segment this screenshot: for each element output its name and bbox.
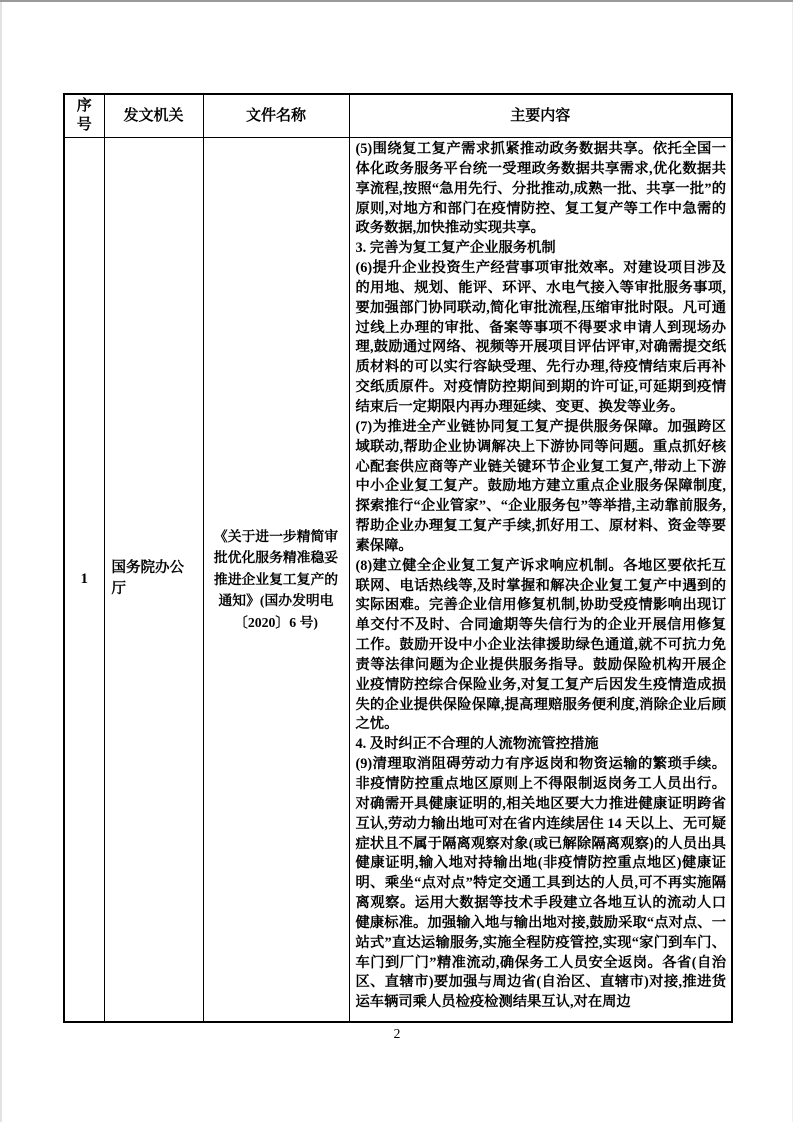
content-paragraph-7: (7)为推进全产业链协同复工复产提供服务保障。加强跨区域联动,帮助企业协调解决上下游协同等问题。重点抓好核心配套供应商等产业链关键环节企业复工复产,带动上下游中小企业复工复产。鼓励地方建立重点企业服务保障制度,探索推行“企业管家”、“企业服务包”等举措,主动靠前服务,帮助企业办理复工复产手续,抓好用工、原材料、资金等要素保障。	[355, 418, 726, 554]
content-paragraph-9: (9)清理取消阻碍劳动力有序返岗和物资运输的繁琐手续。非疫情防控重点地区原则上不得限制返岗务工人员出行。对确需开具健康证明的,相关地区要大力推进健康证明跨省互认,劳动力输出地可对在省内连续居住 14 天以上、无可疑症状且不属于隔离观察对象(或已解除隔离观察)的人员出具健康证明,输入地对持输出地(非疫情防控重点地区)健康证明、乘坐“点对点”特定交通工具到达的人员,可不再实施隔离观察。运用大数据等技术手段建立各地互认的流动人口健康标准。加强输入地与输出地对接,鼓励采取“点对点、一站式”直达运输服务,实施全程防疫管控,实现“家门到车门、车门到厂门”精准流动,确保务工人员安全返岗。各省(自治区、直辖市)要加强与周边省(自治区、直辖市)对接,推进货运车辆司乘人员检疫检测结果互认,对在周边	[355, 756, 726, 1011]
col-header-doc-name: 文件名称	[203, 94, 349, 138]
table-row	[64, 138, 732, 1022]
cell-document-name: 《关于进一步精简审批优化服务精准稳妥推进企业复工复产的通知》(国办发明电〔2020〕6 号)	[203, 138, 349, 1022]
col-header-main-content: 主要内容	[349, 94, 732, 138]
cell-issuing-agency: 国务院办公厅	[104, 138, 203, 1022]
col-header-seq: 序号	[64, 94, 104, 138]
policy-summary-table	[63, 93, 733, 1023]
col-header-agency: 发文机关	[104, 94, 203, 138]
content-paragraph-8: (8)建立健全企业复工复产诉求响应机制。各地区要依托互联网、电话热线等,及时掌握和解决企业复工复产中遇到的实际困难。完善企业信用修复机制,协助受疫情影响出现订单交付不及时、合同逾期等失信行为的企业开展信用修复工作。鼓励开设中小企业法律援助绿色通道,就不可抗力免责等法律问题为企业提供服务指导。鼓励保险机构开展企业疫情防控综合保险业务,对复工复产后因发生疫情造成损失的企业提供保险保障,提高理赔服务便利度,消除企业后顾之忧。	[355, 557, 726, 733]
cell-seq-number: 1	[64, 138, 104, 1022]
table-header-row	[64, 94, 732, 138]
cell-main-content	[349, 138, 732, 1022]
content-paragraph-6: (6)提升企业投资生产经营事项审批效率。对建设项目涉及的用地、规划、能评、环评、水电气接入等审批服务事项,要加强部门协同联动,简化审批流程,压缩审批时限。凡可通过线上办理的审批、备案等事项不得要求申请人到现场办理,鼓励通过网络、视频等开展项目评估评审,对确需提交纸质材料的可以实行容缺受理、先行办理,待疫情结束后再补交纸质原件。对疫情防控期间到期的许可证,可延期到疫情结束后一定期限内再办理延续、变更、换发等业务。	[355, 260, 726, 415]
content-section-heading-3: 3. 完善为复工复产企业服务机制	[355, 240, 556, 257]
page-number: 2	[393, 1026, 401, 1041]
content-paragraph-5: (5)围绕复工复产需求抓紧推动政务数据共享。依托全国一体化政务服务平台统一受理政务数据共享需求,优化数据共享流程,按照“急用先行、分批推动,成熟一批、共享一批”的原则,对地方和部门在疫情防控、复工复产等工作中急需的政务数据,加快推动实现共享。	[355, 141, 726, 237]
content-section-heading-4: 4. 及时纠正不合理的人流物流管控措施	[355, 736, 599, 753]
